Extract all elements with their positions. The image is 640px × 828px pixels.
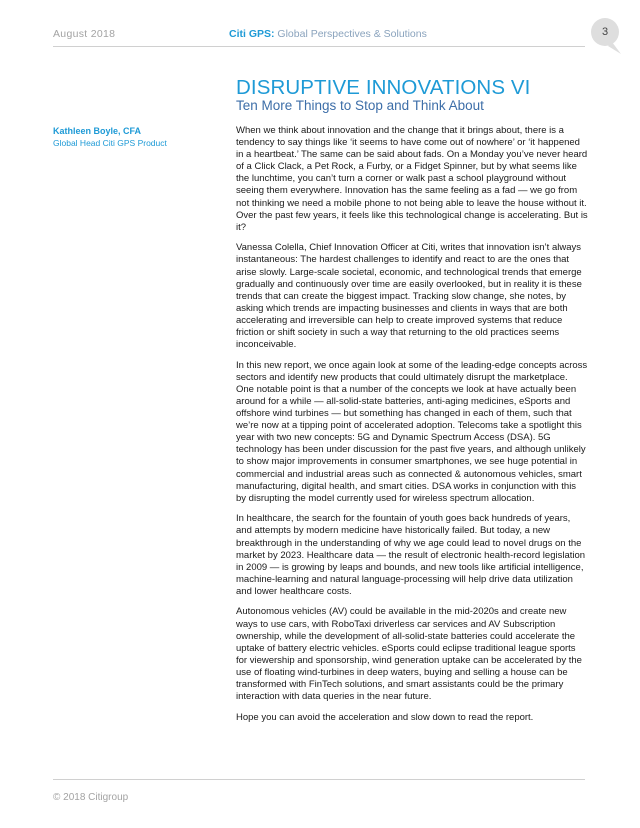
author-name: Kathleen Boyle, CFA: [53, 126, 142, 136]
page-title: DISRUPTIVE INNOVATIONS VI: [236, 76, 531, 99]
footer-copyright: © 2018 Citigroup: [53, 792, 129, 803]
page-number-badge: [588, 17, 622, 55]
article-body: [236, 125, 588, 732]
paragraph-1: When we think about innovation and the change that it brings about, there is a tendency to say things like ‘it seems to have come out of nowhere’ or ‘it happened in a heartbeat.’ The same can be said about fads. On a Monday you’ve never heard of a Click Clack, a Pet Rock, a Furby, or a Fidget Spinner, but by what seems like the lunchtime, you can’t turn a corner or walk past a school playground without seeing them everywhere. Innovation has the same feeling as a fad — we go from not thinking we need a mobile phone to not being able to leave the house without it. Over the past few years, it feels like this technological change is accelerating. But is it?: [236, 125, 588, 233]
header-publication: [229, 28, 427, 40]
publication-name: Global Perspectives & Solutions: [274, 28, 427, 40]
page-subtitle: Ten More Things to Stop and Think About: [236, 98, 484, 113]
header-divider: [53, 46, 585, 47]
paragraph-5: Autonomous vehicles (AV) could be available in the mid-2020s and create new ways to use cars, with RoboTaxi driverless car services and AV Subscription ownership, while the development of all-solid-state batteries could accelerate the uptake of battery electric vehicles. eSports could eclipse traditional league sports for viewership and sponsorship, wind generation uptake can be accelerated by the use of floating wind-turbines in deep waters, buying and selling a house can be transformed with FinTech solutions, and smart assistants could be the primary interaction with data queries in the near future.: [236, 606, 582, 703]
paragraph-4: In healthcare, the search for the fountain of youth goes back hundreds of years, and attempts by modern medicine have historically failed. But today, a new breakthrough in the understanding of why we age could lead to novel drugs on the market by 2023. Healthcare data — the result of electronic health-record legislation in 2009 — is growing by leaps and bounds, and new tools like artificial intelligence, machine-learning and natural language-processing will help drive data utilization and lower healthcare costs.: [236, 513, 586, 597]
footer-divider: [53, 779, 585, 780]
paragraph-3: In this new report, we once again look at some of the leading-edge concepts across sectors and identify new products that could ultimately disrupt the marketplace. One notable point is that a number of the concepts we look at have actually been around for a while — all-solid-state batteries, anti-aging medicines, eSports and offshore wind turbines — but something has changed in each of them, such that we’re now at a tipping point of accelerated adoption. Telecoms take a spotlight this year with two new concepts: 5G and Dynamic Spectrum Access (DSA). 5G technology has been under discussion for the past five years, and although unlikely to show major improvements in consumer smartphones, we see huge potential in commercial and industrial areas such as connected & autonomous vehicles, smart manufacturing, digital health, and smart cities. DSA works in conjunction with this by disrupting the model currently used for wireless spectrum allocation.: [236, 359, 588, 504]
paragraph-6: Hope you can avoid the acceleration and slow down to read the report.: [236, 711, 534, 723]
paragraph-2: Vanessa Colella, Chief Innovation Officer at Citi, writes that innovation isn’t always instantaneous: The hardest challenges to identify and react to are the ones that arise slowly. Large-scale societal, economic, and technological trends that emerge gradually and continuously over time are easily overlooked, but in reality it is these trends that can create the biggest impact. Tracking slow change, she notes, by asking which trends are impacting businesses and clients in ways that are both accelerating and irreversible can help to create improved systems that reduce friction or shift society in such a way that returning to the old practices seems inconceivable.: [236, 242, 582, 351]
page-number: 3: [601, 26, 609, 38]
citi-gps-brand: Citi GPS:: [229, 28, 275, 40]
author-role: Global Head Citi GPS Product: [53, 138, 167, 148]
header-date: August 2018: [53, 28, 116, 40]
